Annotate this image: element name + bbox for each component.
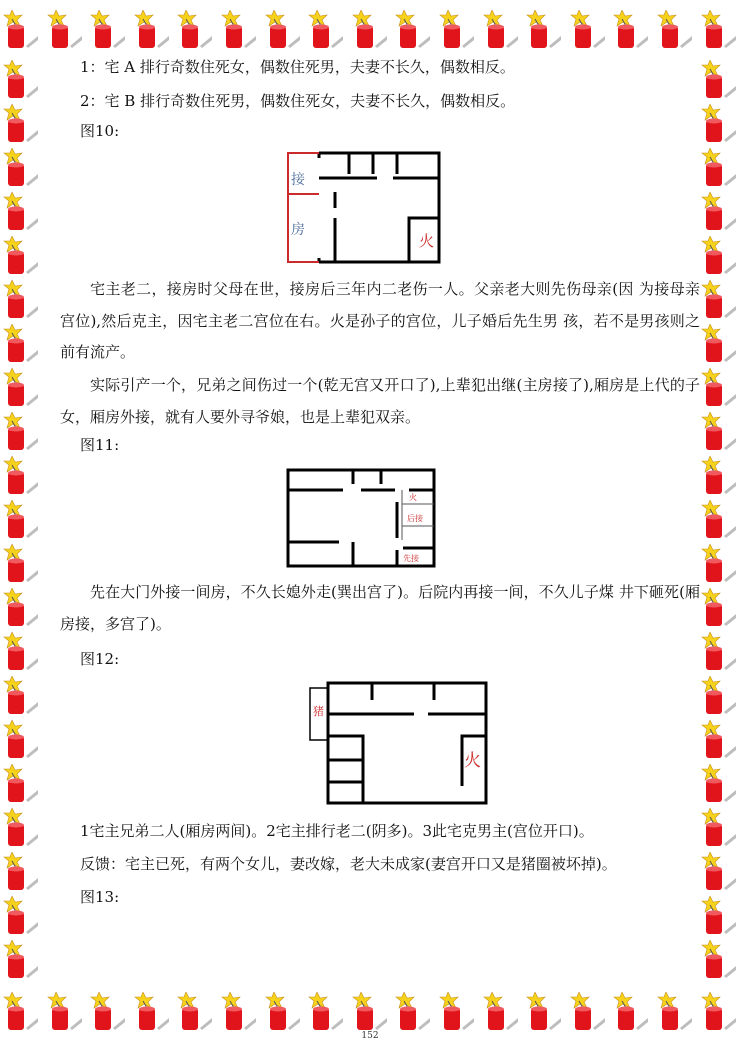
firecracker-icon (700, 412, 738, 452)
firecracker-icon (2, 104, 40, 144)
firecracker-icon (700, 764, 738, 804)
firecracker-icon (2, 456, 40, 496)
firecracker-icon (438, 10, 476, 50)
paragraph-3: 先在大门外接一间房，不久长媳外走(巽出宫了)。后院内再接一间，不久儿子煤 井下砸死(厢房接，多宫了)。 (60, 583, 700, 633)
firecracker-icon (700, 60, 738, 100)
firecracker-icon (482, 992, 520, 1032)
firecracker-icon (351, 10, 389, 50)
text-line-4: 反馈：宅主已死，有两个女儿，妻改嫁，老大未成家(妻宫开口又是猪圈被坏掉)。 (80, 855, 617, 873)
firecracker-icon (2, 992, 40, 1032)
firecracker-icon (2, 324, 40, 364)
firecracker-icon (700, 324, 738, 364)
fig11-label-huo: 火 (409, 493, 417, 502)
firecracker-icon (220, 992, 258, 1032)
firecracker-icon (438, 992, 476, 1032)
paragraph-2: 实际引产一个，兄弟之间伤过一个(乾无宫又开口了),上辈犯出继(主房接了),厢房是上代的子女，厢房外接，就有人要外寻爷娘，也是上辈犯双亲。 (60, 376, 700, 426)
firecracker-icon (700, 104, 738, 144)
figure-12-floorplan (306, 678, 490, 808)
firecracker-icon (2, 412, 40, 452)
fig10-label-jie: 接 (291, 172, 305, 188)
text-line-1: 1：宅 A 排行奇数住死女，偶数住死男，夫妻不长久，偶数相反。 (80, 58, 515, 76)
firecracker-icon (700, 896, 738, 936)
firecracker-icon (2, 676, 40, 716)
firecracker-icon (351, 992, 389, 1032)
firecracker-icon (700, 280, 738, 320)
firecracker-icon (2, 368, 40, 408)
firecracker-icon (2, 192, 40, 232)
firecracker-icon (612, 992, 650, 1032)
border-left (0, 60, 44, 985)
firecracker-icon (176, 992, 214, 1032)
firecracker-icon (700, 940, 738, 980)
firecracker-icon (2, 720, 40, 760)
firecracker-icon (2, 544, 40, 584)
firecracker-icon (700, 588, 738, 628)
firecracker-icon (700, 148, 738, 188)
firecracker-icon (612, 10, 650, 50)
firecracker-icon (264, 992, 302, 1032)
firecracker-icon (700, 852, 738, 892)
firecracker-icon (569, 10, 607, 50)
figure-10-caption: 图10: (80, 122, 120, 140)
firecracker-icon (394, 992, 432, 1032)
firecracker-icon (133, 992, 171, 1032)
firecracker-icon (2, 60, 40, 100)
firecracker-icon (307, 992, 345, 1032)
firecracker-icon (700, 992, 738, 1032)
fig12-label-huo: 火 (464, 751, 481, 771)
firecracker-icon (2, 236, 40, 276)
firecracker-icon (176, 10, 214, 50)
firecracker-icon (133, 10, 171, 50)
firecracker-icon (700, 808, 738, 848)
firecracker-icon (264, 10, 302, 50)
firecracker-icon (2, 10, 40, 50)
firecracker-icon (394, 10, 432, 50)
firecracker-icon (525, 992, 563, 1032)
firecracker-icon (2, 808, 40, 848)
firecracker-icon (700, 456, 738, 496)
firecracker-icon (89, 10, 127, 50)
firecracker-icon (89, 992, 127, 1032)
firecracker-icon (700, 544, 738, 584)
firecracker-icon (307, 10, 345, 50)
firecracker-icon (2, 588, 40, 628)
text-line-2: 2：宅 B 排行奇数住死男，偶数住死女，夫妻不长久，偶数相反。 (80, 92, 516, 110)
text-line-3: 1宅主兄弟二人(厢房两间)。2宅主排行老二(阴多)。3此宅克男主(宫位开口)。 (80, 822, 594, 840)
firecracker-icon (2, 280, 40, 320)
fig10-label-fang: 房 (291, 222, 305, 238)
firecracker-icon (2, 632, 40, 672)
firecracker-icon (700, 676, 738, 716)
fig11-label-houjie: 后接 (407, 514, 423, 523)
firecracker-icon (2, 148, 40, 188)
firecracker-icon (700, 368, 738, 408)
firecracker-icon (700, 720, 738, 760)
fig10-label-huo: 火 (419, 232, 435, 250)
firecracker-icon (525, 10, 563, 50)
firecracker-icon (656, 10, 694, 50)
figure-11-floorplan (285, 466, 500, 570)
firecracker-icon (700, 236, 738, 276)
figure-10-floorplan (285, 150, 445, 268)
firecracker-icon (220, 10, 258, 50)
firecracker-icon (2, 500, 40, 540)
border-right (698, 60, 740, 985)
paragraph-1: 宅主老二，接房时父母在世，接房后三年内二老伤一人。父亲老大则先伤母亲(因 为接母亲宫位),然后克主，因宅主老二宫位在右。火是孙子的宫位，儿子婚后先生男 孩，若不是男孩则之前有流产。 (60, 280, 700, 361)
figure-13-caption: 图13: (80, 888, 120, 906)
border-top (0, 0, 740, 62)
firecracker-icon (46, 10, 84, 50)
page-number: 152 (361, 1031, 379, 1041)
fig12-label-zhu: 猪 (313, 705, 324, 718)
firecracker-icon (656, 992, 694, 1032)
firecracker-icon (700, 500, 738, 540)
fig11-label-qianjie: 先接 (403, 554, 419, 563)
firecracker-icon (700, 632, 738, 672)
figure-12-caption: 图12: (80, 650, 120, 668)
firecracker-icon (2, 764, 40, 804)
firecracker-icon (700, 192, 738, 232)
firecracker-icon (569, 992, 607, 1032)
firecracker-icon (700, 10, 738, 50)
firecracker-icon (46, 992, 84, 1032)
figure-11-caption: 图11: (80, 436, 120, 454)
firecracker-icon (482, 10, 520, 50)
firecracker-icon (2, 852, 40, 892)
firecracker-icon (2, 896, 40, 936)
firecracker-icon (2, 940, 40, 980)
